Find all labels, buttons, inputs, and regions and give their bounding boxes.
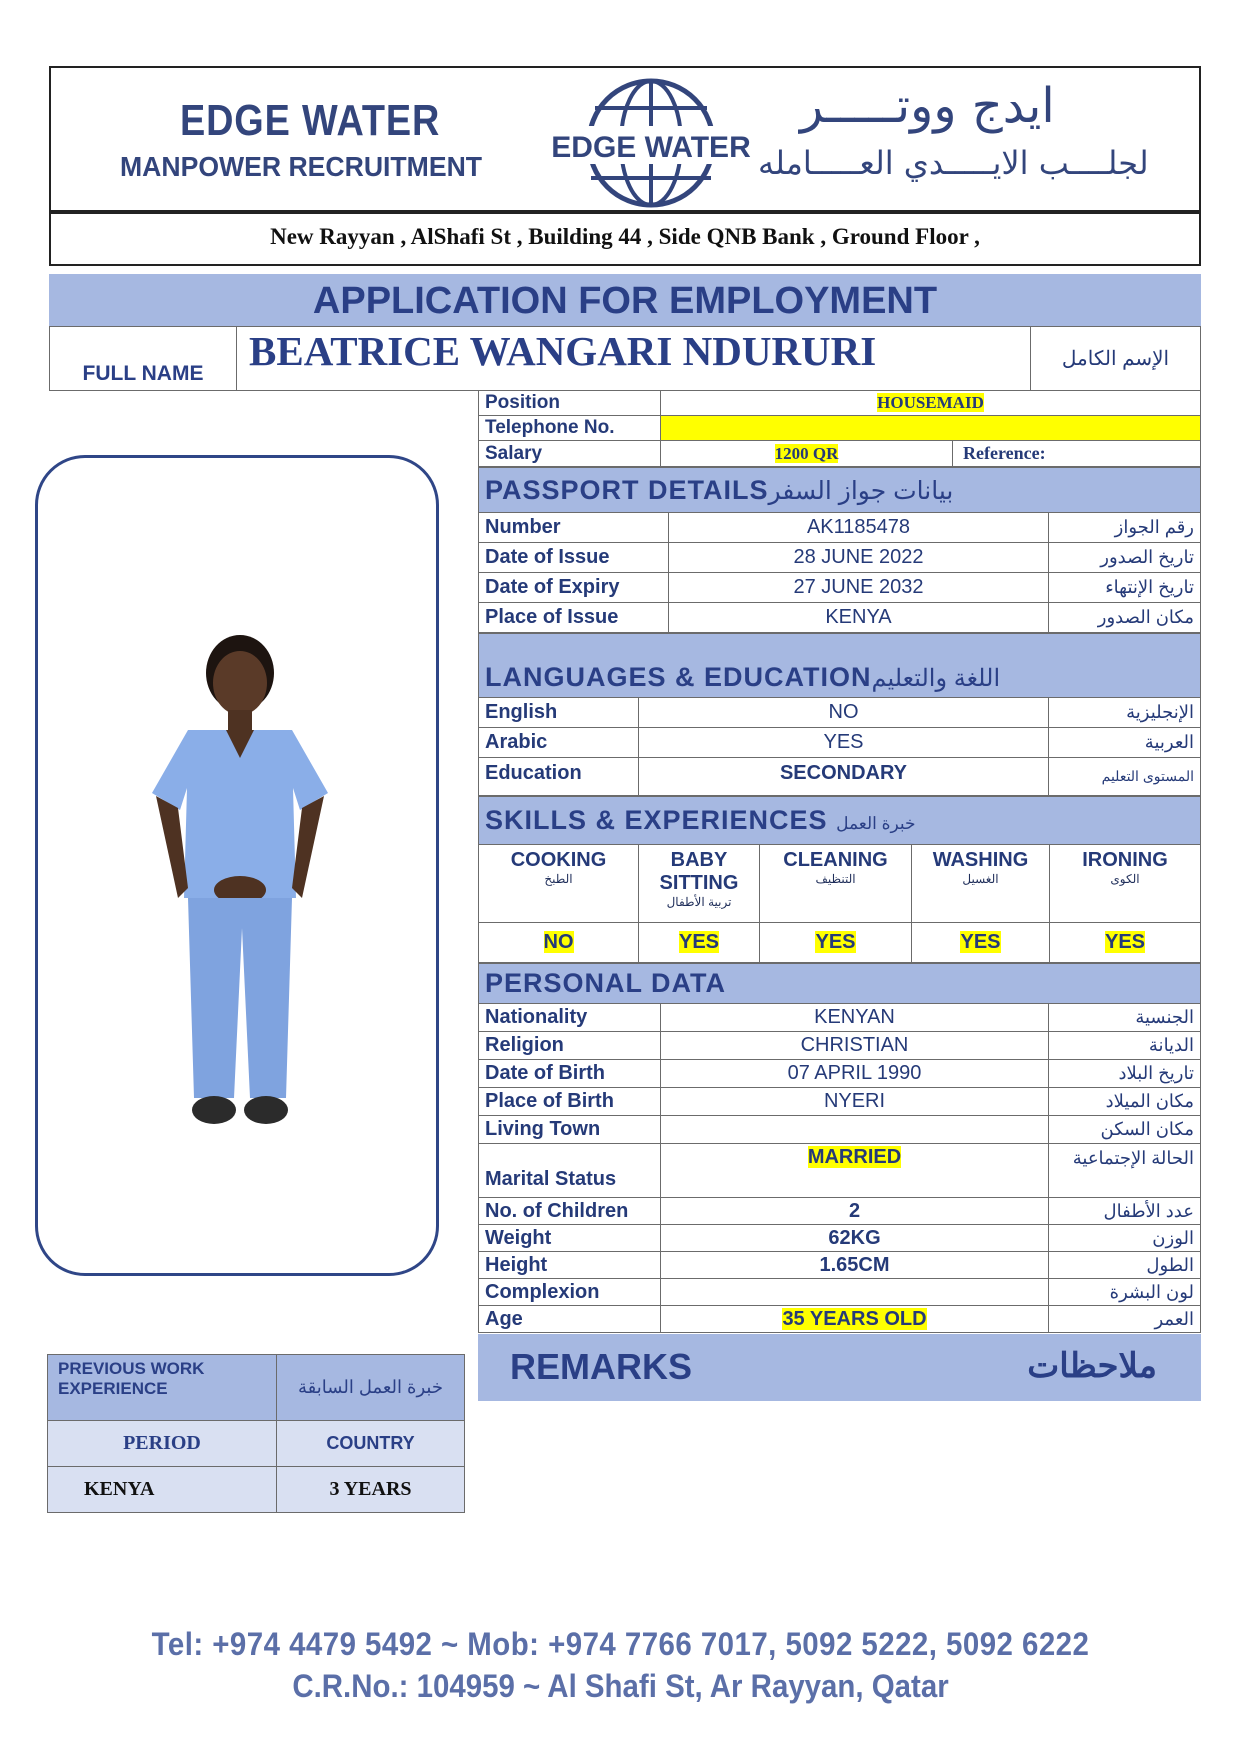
passport-title-arabic: بيانات جواز السفر [768,476,954,505]
passport-expiry-label-arabic: تاريخ الإنتهاء [1049,573,1201,603]
english-label: English [479,698,639,728]
application-details [478,390,1201,1333]
passport-place-label: Place of Issue [479,603,669,633]
skills-table [478,796,1201,963]
weight-value: 62KG [661,1225,1049,1252]
skill-cooking-arabic: الطبخ [544,872,573,886]
weight-label: Weight [479,1225,661,1252]
place-of-birth-label-arabic: مكان الميلاد [1049,1088,1201,1116]
complexion-label: Complexion [479,1279,661,1306]
passport-issue-value: 28 JUNE 2022 [669,543,1049,573]
arabic-label: Arabic [479,728,639,758]
skill-cleaning-arabic: التنظيف [815,872,856,886]
applicant-photo-frame [35,455,439,1276]
languages-table [478,633,1201,796]
logo-text-english: EDGE WATER [180,96,441,145]
children-label-arabic: عدد الأطفال [1049,1198,1201,1225]
previous-work-table [47,1354,465,1513]
children-label: No. of Children [479,1198,661,1225]
skill-ironing-value: YES [1104,931,1146,953]
skill-washing-cell [912,923,1050,963]
telephone-value [661,416,1201,441]
age-value: 35 YEARS OLD [782,1307,927,1330]
languages-title: LANGUAGES & EDUCATION [485,662,872,692]
age-label: Age [479,1306,661,1333]
english-value: NO [639,698,1049,728]
job-info-table [478,390,1201,467]
skills-title-arabic: خبرة العمل [836,814,916,833]
page-title: APPLICATION FOR EMPLOYMENT [49,274,1201,326]
skill-babysitting-header [639,845,760,923]
full-name-row [49,326,1201,391]
marital-status-cell [661,1144,1049,1198]
passport-table [478,467,1201,633]
passport-number-value: AK1185478 [669,513,1049,543]
age-cell [661,1306,1049,1333]
languages-title-arabic: اللغة والتعليم [871,665,1001,692]
skill-babysitting-cell [639,923,760,963]
period-column-header: PERIOD [48,1421,277,1467]
skill-ironing-cell [1050,923,1201,963]
reference-label: Reference: [953,441,1201,467]
marital-status-label: Marital Status [479,1144,661,1198]
skill-ironing-header [1050,845,1201,923]
skill-cooking-name: COOKING [510,849,607,871]
salary-value-cell [661,441,953,467]
applicant-photo [38,458,442,1279]
remarks-label-arabic: ملاحظات [1027,1347,1157,1385]
skill-babysitting-name: BABY [670,849,728,871]
remarks-label: REMARKS [510,1346,693,1387]
religion-label-arabic: الديانة [1049,1032,1201,1060]
religion-label: Religion [479,1032,661,1060]
passport-number-label: Number [479,513,669,543]
height-value: 1.65CM [661,1252,1049,1279]
previous-work-label-arabic: خبرة العمل السابقة [277,1355,465,1421]
marital-status-value: MARRIED [807,1146,902,1168]
personal-section-title: PERSONAL DATA [479,964,1201,1004]
nationality-label: Nationality [479,1004,661,1032]
arabic-label-arabic: العربية [1049,728,1201,758]
logo-center-text: EDGE WATER [551,131,751,164]
skill-cleaning-name: CLEANING [783,849,888,871]
living-town-label-arabic: مكان السكن [1049,1116,1201,1144]
education-label: Education [479,758,639,796]
passport-place-label-arabic: مكان الصدور [1049,603,1201,633]
logo-text-arabic: ايدج ووتـــــر [800,78,1055,134]
skill-washing-name: WASHING [932,849,1029,871]
living-town-value [661,1116,1049,1144]
skill-babysitting-arabic: تربية الأطفال [666,895,732,909]
skill-cooking-value: NO [543,931,574,953]
complexion-label-arabic: لون البشرة [1049,1279,1201,1306]
place-of-birth-value: NYERI [661,1088,1049,1116]
complexion-value [661,1279,1049,1306]
position-label: Position [479,391,661,416]
company-address: New Rayyan , AlShafi St , Building 44 , Side QNB Bank , Ground Floor , [49,212,1201,266]
arabic-value: YES [639,728,1049,758]
passport-issue-label: Date of Issue [479,543,669,573]
marital-status-label-arabic: الحالة الإجتماعية [1049,1144,1201,1198]
skill-washing-arabic: الغسيل [962,872,999,886]
passport-expiry-label: Date of Expiry [479,573,669,603]
passport-place-value: KENYA [669,603,1049,633]
skill-cleaning-header [760,845,912,923]
footer-registration: C.R.No.: 104959 ~ Al Shafi St, Ar Rayyan, Qatar [292,1668,949,1704]
salary-value: 1200 QR [774,443,839,463]
nationality-value: KENYAN [661,1004,1049,1032]
education-label-arabic: المستوى التعليم [1049,758,1201,796]
skills-title: SKILLS & EXPERIENCES [485,805,828,835]
skill-cleaning-value: YES [815,931,856,953]
religion-value: CHRISTIAN [661,1032,1049,1060]
weight-label-arabic: الوزن [1049,1225,1201,1252]
education-value: SECONDARY [639,758,1049,796]
english-label-arabic: الإنجليزية [1049,698,1201,728]
skill-cleaning-cell [760,923,912,963]
skill-cooking-header [479,845,639,923]
skill-ironing-name: IRONING [1082,849,1168,871]
passport-expiry-value: 27 JUNE 2032 [669,573,1049,603]
skill-washing-header [912,845,1050,923]
children-value: 2 [661,1198,1049,1225]
footer-contact: Tel: +974 4479 5492 ~ Mob: +974 7766 7017, 5092 5222, 5092 6222 [151,1626,1090,1662]
dob-label-arabic: تاريخ البلاد [1049,1060,1201,1088]
logo-subtitle-english: MANPOWER RECRUITMENT [120,151,483,182]
nationality-label-arabic: الجنسية [1049,1004,1201,1032]
logo-subtitle-arabic: لجلــــب الايـــــدي العـــــامله [758,144,1149,182]
passport-title: PASSPORT DETAILS [485,474,769,505]
globe-logo-icon [551,74,751,212]
languages-section-title [479,634,1201,698]
work-period-cell: 3 YEARS [277,1467,465,1513]
age-label-arabic: العمر [1049,1306,1201,1333]
skill-washing-value: YES [960,931,1001,953]
full-name-label-arabic: الإسم الكامل [1031,327,1201,391]
dob-label: Date of Birth [479,1060,661,1088]
full-name-label: FULL NAME [50,327,237,391]
position-value-cell [661,391,1201,416]
previous-work-label: PREVIOUS WORK EXPERIENCE [48,1355,277,1421]
skill-cooking-cell [479,923,639,963]
skills-section-title [479,797,1201,845]
remarks-bar [478,1334,1201,1401]
work-country-cell: KENYA [48,1467,277,1513]
passport-number-label-arabic: رقم الجواز [1049,513,1201,543]
passport-issue-label-arabic: تاريخ الصدور [1049,543,1201,573]
skill-babysitting-name-2: SITTING [659,872,739,894]
height-label: Height [479,1252,661,1279]
place-of-birth-label: Place of Birth [479,1088,661,1116]
living-town-label: Living Town [479,1116,661,1144]
full-name-value: BEATRICE WANGARI NDURURI [237,327,1031,391]
height-label-arabic: الطول [1049,1252,1201,1279]
personal-data-table [478,963,1201,1333]
position-value: HOUSEMAID [877,393,984,412]
passport-section-title [479,468,1201,513]
country-column-header: COUNTRY [277,1421,465,1467]
dob-value: 07 APRIL 1990 [661,1060,1049,1088]
skill-ironing-arabic: الكوى [1110,872,1140,886]
skill-babysitting-value: YES [678,931,720,953]
salary-label: Salary [479,441,661,467]
telephone-label: Telephone No. [479,416,661,441]
